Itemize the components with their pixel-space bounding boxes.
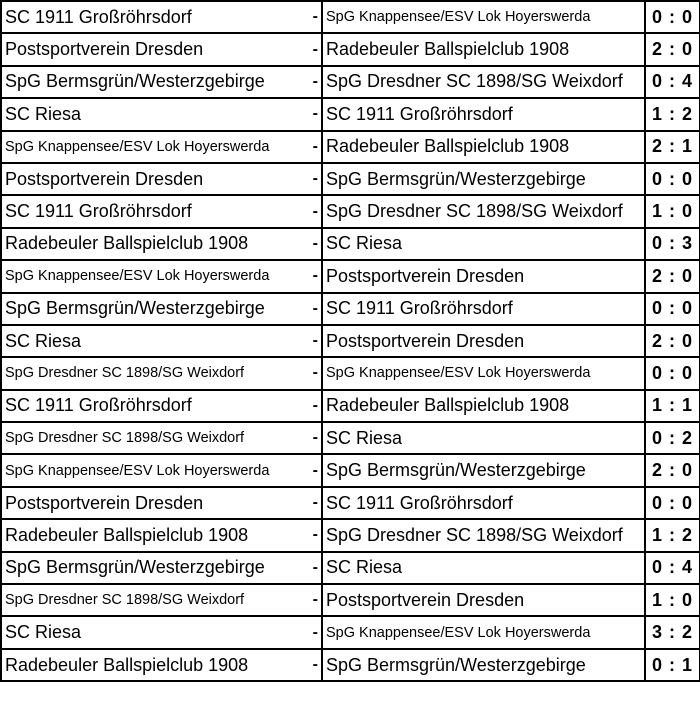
home-team: SC 1911 Großröhrsdorf: [1, 1, 308, 33]
match-separator: -: [308, 325, 322, 357]
home-team: Radebeuler Ballspielclub 1908: [1, 649, 308, 681]
home-team: SpG Knappensee/ESV Lok Hoyerswerda: [1, 260, 308, 292]
match-score: 0 : 0: [645, 163, 700, 195]
away-team: SC Riesa: [322, 422, 645, 454]
match-separator: -: [308, 552, 322, 584]
match-score: 1 : 2: [645, 98, 700, 130]
table-row: [1, 422, 700, 454]
table-row: [1, 131, 700, 163]
away-team: SpG Dresdner SC 1898/SG Weixdorf: [322, 66, 645, 98]
match-separator: -: [308, 519, 322, 551]
home-team: Radebeuler Ballspielclub 1908: [1, 519, 308, 551]
table-row: [1, 454, 700, 486]
match-score: 2 : 0: [645, 33, 700, 65]
match-score: 0 : 3: [645, 228, 700, 260]
match-score: 1 : 0: [645, 584, 700, 616]
home-team: SpG Bermsgrün/Westerzgebirge: [1, 66, 308, 98]
match-separator: -: [308, 163, 322, 195]
match-separator: -: [308, 357, 322, 389]
away-team: SpG Dresdner SC 1898/SG Weixdorf: [322, 519, 645, 551]
home-team: SpG Bermsgrün/Westerzgebirge: [1, 293, 308, 325]
away-team: Postsportverein Dresden: [322, 584, 645, 616]
table-row: [1, 519, 700, 551]
away-team: SpG Dresdner SC 1898/SG Weixdorf: [322, 195, 645, 227]
match-separator: -: [308, 1, 322, 33]
home-team: SpG Bermsgrün/Westerzgebirge: [1, 552, 308, 584]
match-score: 0 : 4: [645, 552, 700, 584]
table-row: [1, 552, 700, 584]
away-team: SpG Knappensee/ESV Lok Hoyerswerda: [322, 1, 645, 33]
table-row: [1, 616, 700, 648]
match-score: 2 : 1: [645, 131, 700, 163]
match-separator: -: [308, 33, 322, 65]
away-team: SC 1911 Großröhrsdorf: [322, 98, 645, 130]
match-separator: -: [308, 228, 322, 260]
away-team: SpG Knappensee/ESV Lok Hoyerswerda: [322, 616, 645, 648]
match-separator: -: [308, 454, 322, 486]
away-team: SC Riesa: [322, 228, 645, 260]
away-team: Radebeuler Ballspielclub 1908: [322, 390, 645, 422]
home-team: SpG Knappensee/ESV Lok Hoyerswerda: [1, 131, 308, 163]
match-score: 0 : 0: [645, 357, 700, 389]
match-score: 1 : 2: [645, 519, 700, 551]
table-row: [1, 584, 700, 616]
match-separator: -: [308, 422, 322, 454]
match-score: 0 : 0: [645, 487, 700, 519]
match-score: 0 : 0: [645, 293, 700, 325]
away-team: Postsportverein Dresden: [322, 260, 645, 292]
match-score: 0 : 2: [645, 422, 700, 454]
table-row: [1, 325, 700, 357]
away-team: Radebeuler Ballspielclub 1908: [322, 33, 645, 65]
match-separator: -: [308, 649, 322, 681]
home-team: Postsportverein Dresden: [1, 33, 308, 65]
table-row: [1, 487, 700, 519]
match-score: 2 : 0: [645, 325, 700, 357]
away-team: SpG Knappensee/ESV Lok Hoyerswerda: [322, 357, 645, 389]
match-separator: -: [308, 293, 322, 325]
match-score: 2 : 0: [645, 260, 700, 292]
table-row: [1, 163, 700, 195]
table-row: [1, 33, 700, 65]
match-score: 3 : 2: [645, 616, 700, 648]
home-team: Postsportverein Dresden: [1, 163, 308, 195]
match-separator: -: [308, 66, 322, 98]
home-team: SpG Dresdner SC 1898/SG Weixdorf: [1, 584, 308, 616]
match-separator: -: [308, 195, 322, 227]
table-row: [1, 649, 700, 681]
match-separator: -: [308, 487, 322, 519]
match-score: 0 : 1: [645, 649, 700, 681]
match-score: 2 : 0: [645, 454, 700, 486]
table-row: [1, 195, 700, 227]
table-row: [1, 293, 700, 325]
table-row: [1, 357, 700, 389]
match-score: 1 : 0: [645, 195, 700, 227]
table-row: [1, 390, 700, 422]
match-score: 0 : 0: [645, 1, 700, 33]
match-score: 0 : 4: [645, 66, 700, 98]
away-team: Postsportverein Dresden: [322, 325, 645, 357]
away-team: SC 1911 Großröhrsdorf: [322, 487, 645, 519]
match-score: 1 : 1: [645, 390, 700, 422]
home-team: SC Riesa: [1, 325, 308, 357]
away-team: SC 1911 Großröhrsdorf: [322, 293, 645, 325]
home-team: SC 1911 Großröhrsdorf: [1, 195, 308, 227]
home-team: SpG Dresdner SC 1898/SG Weixdorf: [1, 357, 308, 389]
away-team: SpG Bermsgrün/Westerzgebirge: [322, 649, 645, 681]
match-separator: -: [308, 260, 322, 292]
away-team: SpG Bermsgrün/Westerzgebirge: [322, 454, 645, 486]
match-separator: -: [308, 131, 322, 163]
home-team: SC 1911 Großröhrsdorf: [1, 390, 308, 422]
match-separator: -: [308, 390, 322, 422]
away-team: Radebeuler Ballspielclub 1908: [322, 131, 645, 163]
home-team: SpG Dresdner SC 1898/SG Weixdorf: [1, 422, 308, 454]
away-team: SC Riesa: [322, 552, 645, 584]
home-team: Radebeuler Ballspielclub 1908: [1, 228, 308, 260]
match-separator: -: [308, 98, 322, 130]
match-separator: -: [308, 616, 322, 648]
results-body: [1, 1, 700, 681]
table-row: [1, 1, 700, 33]
away-team: SpG Bermsgrün/Westerzgebirge: [322, 163, 645, 195]
table-row: [1, 260, 700, 292]
home-team: SC Riesa: [1, 98, 308, 130]
home-team: SC Riesa: [1, 616, 308, 648]
table-row: [1, 98, 700, 130]
table-row: [1, 228, 700, 260]
table-row: [1, 66, 700, 98]
home-team: SpG Knappensee/ESV Lok Hoyerswerda: [1, 454, 308, 486]
match-separator: -: [308, 584, 322, 616]
home-team: Postsportverein Dresden: [1, 487, 308, 519]
